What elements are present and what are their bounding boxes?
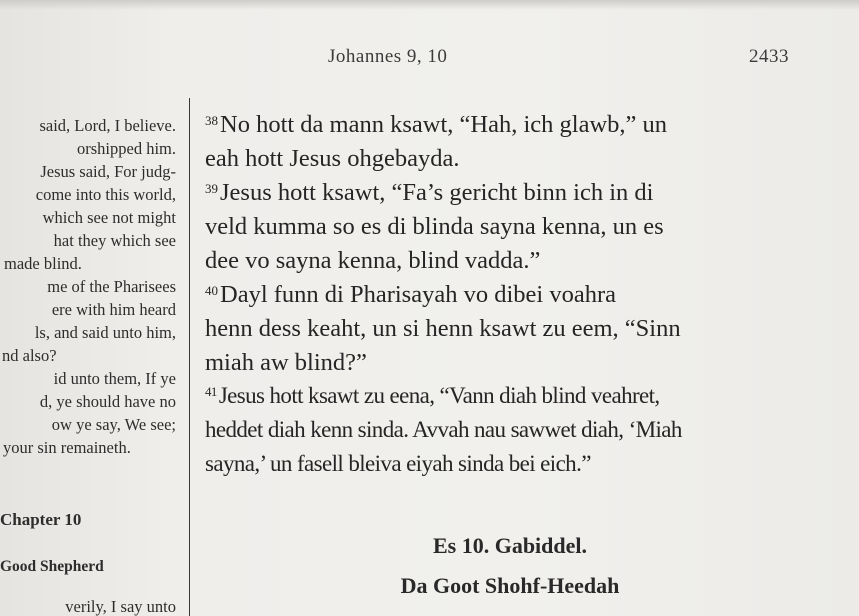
verse-41-line [205, 451, 591, 477]
verse-38-line [205, 111, 667, 139]
verse-number: 38 [205, 113, 218, 128]
left-line: hat they which see [53, 231, 176, 250]
running-head: Johannes 9, 10 [328, 46, 448, 67]
left-line: made blind. [4, 254, 82, 273]
left-line: ow ye say, We see; [51, 415, 176, 434]
page-top-shadow [0, 0, 859, 10]
page-number: 2433 [749, 46, 789, 67]
verse-41-line [205, 417, 682, 443]
verse-41-line [205, 383, 660, 409]
left-line: verily, I say unto [65, 597, 176, 616]
left-line: which see not might [42, 208, 176, 227]
left-line: orshipped him. [77, 139, 176, 158]
left-line: nd also? [2, 346, 57, 365]
verse-39-line [205, 247, 540, 275]
left-english-column [0, 116, 180, 616]
left-line: Jesus said, For judg- [40, 162, 176, 181]
chapter-number-heading: Es 10. Gabiddel. [432, 533, 588, 558]
verse-text: heddet diah kenn sinda. Avvah nau sawwet diah, ‘Miah [205, 417, 682, 442]
left-line: ere with him heard [51, 300, 176, 319]
verse-text: eah hott Jesus ohgebayda. [205, 145, 460, 172]
verse-39-line [205, 179, 653, 207]
verse-number: 39 [205, 181, 218, 196]
page-header [0, 46, 859, 76]
verse-text: Jesus hott ksawt, “Fa’s gericht binn ich in di [220, 179, 654, 206]
left-line: me of the Pharisees [47, 277, 176, 296]
verse-text: Dayl funn di Pharisayah vo dibei voahra [220, 281, 616, 308]
verse-text: henn dess keaht, un si henn ksawt zu eem, “Sinn [205, 315, 681, 342]
chapter-section-heading: Da Goot Shohf-Heedah [400, 573, 620, 598]
verse-text: dee vo sayna kenna, blind vadda.” [205, 247, 541, 274]
verse-40-line [205, 349, 367, 377]
verse-text: Jesus hott ksawt zu eena, “Vann diah blind veahret, [218, 383, 660, 408]
left-line: said, Lord, I believe. [39, 116, 176, 135]
left-chapter-title: Chapter 10 [0, 510, 82, 529]
verse-number: 41 [205, 384, 217, 399]
verse-text: No hott da mann ksawt, “Hah, ich glawb,” un [220, 111, 668, 138]
verse-text: veld kumma so es di blinda sayna kenna, un es [205, 213, 664, 240]
verse-39-line [205, 213, 664, 241]
verse-40-line [205, 315, 681, 343]
left-line: d, ye should have no [39, 392, 176, 411]
verse-number: 40 [205, 283, 218, 298]
verse-40-line [205, 281, 616, 309]
left-line: ls, and said unto him, [34, 323, 176, 342]
verse-38-line [205, 145, 459, 173]
verse-text: sayna,’ un fasell bleiva eiyah sinda bei eich.” [205, 451, 591, 476]
left-line: id unto them, If ye [53, 369, 176, 388]
left-section-title: Good Shepherd [0, 558, 104, 575]
left-line: your sin remaineth. [3, 438, 131, 457]
verse-text: miah aw blind?” [205, 349, 367, 376]
left-line: come into this world, [35, 185, 176, 204]
